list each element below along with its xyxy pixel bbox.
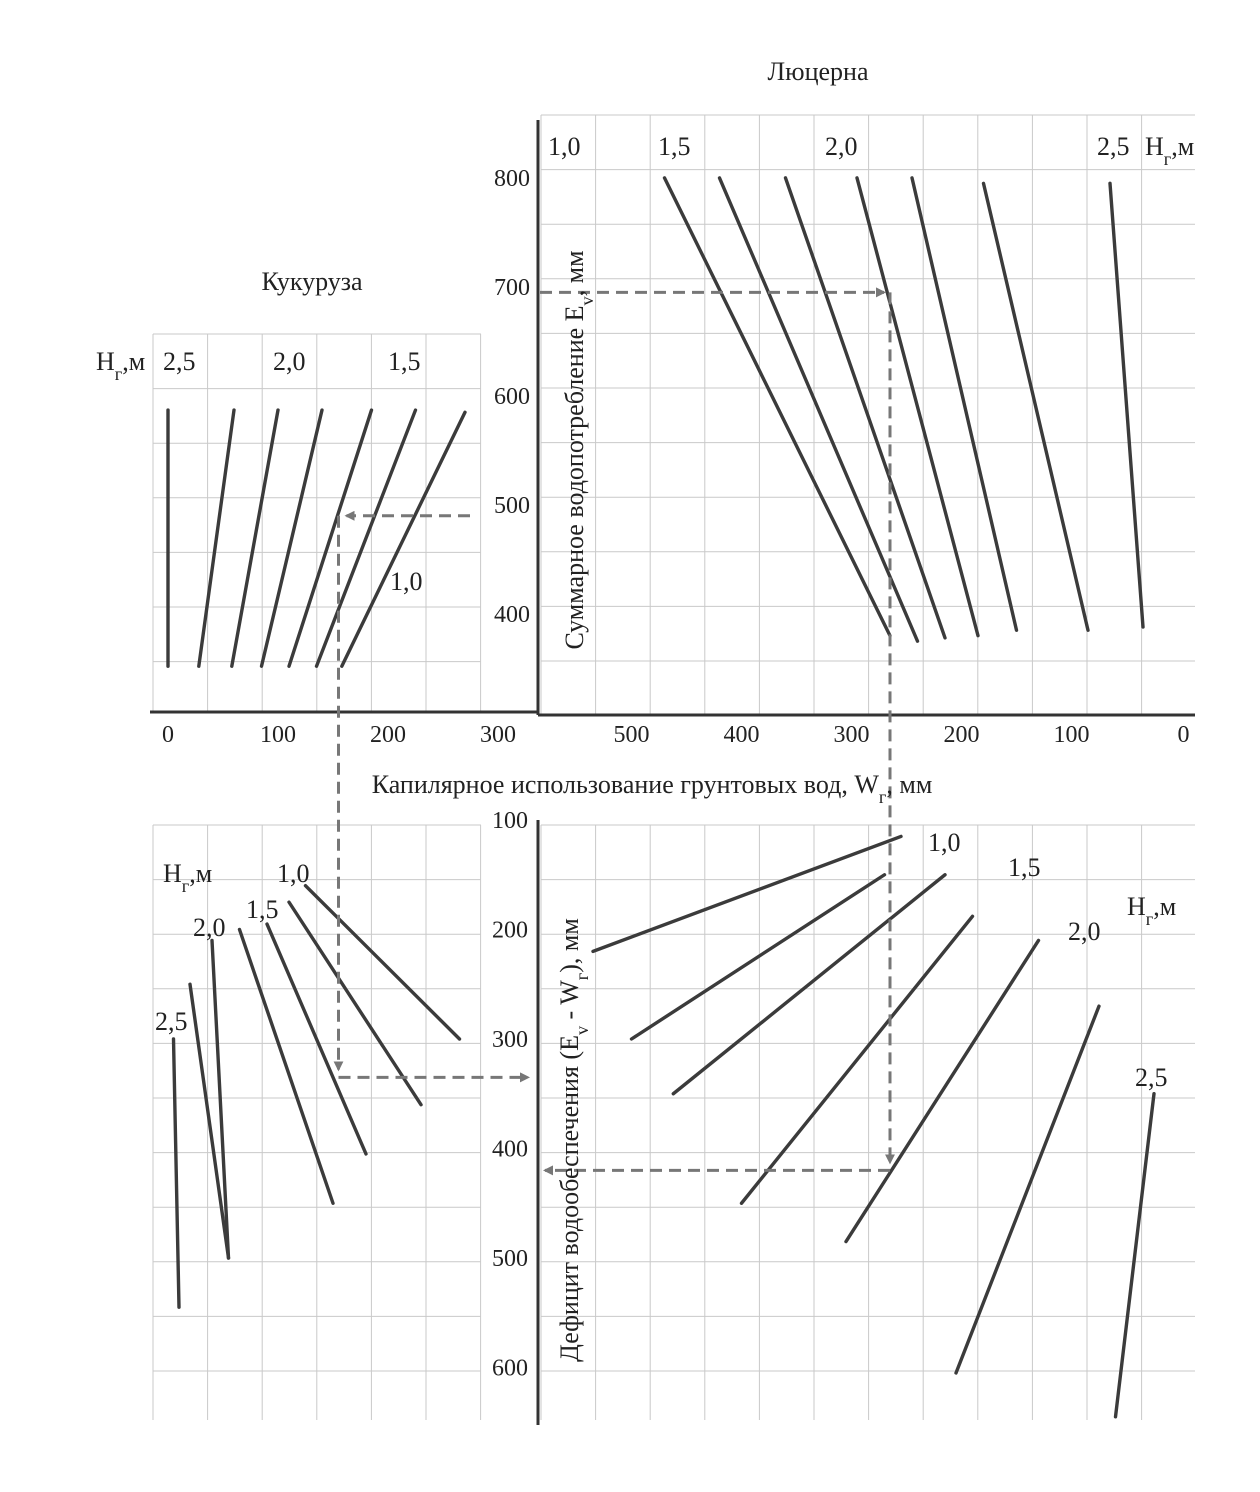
alfalfa-bottom-label-1-0: 1,0 <box>928 828 961 857</box>
wr-left-tick-label: 300 <box>480 722 516 748</box>
deficit-tick-label: 300 <box>492 1027 528 1053</box>
alfalfa-bottom-label-1-5: 1,5 <box>1008 853 1041 882</box>
alfalfa-ev-line-7 <box>1110 183 1143 627</box>
corn-top-label-2-5: 2,5 <box>163 347 196 376</box>
hr-header-corn-top: $H_г,м$ <box>96 347 146 384</box>
ev-tick-label: 700 <box>494 274 530 301</box>
alfalfa-deficit-line-5 <box>846 940 1039 1241</box>
wr-right-tick-label: 200 <box>943 722 980 748</box>
corn-bottom-label-2-0: 2,0 <box>193 913 226 942</box>
corn-bottom-label-1-0: 1,0 <box>277 859 310 888</box>
wr-right-tick-label: 400 <box>723 722 760 748</box>
alfalfa-top-label-2-5: 2,5 <box>1097 132 1130 161</box>
wr-left-tick-label: 0 <box>162 722 174 748</box>
alfalfa-ev-line-1 <box>665 178 891 636</box>
alfalfa-deficit-line-2 <box>632 875 885 1039</box>
corn-deficit-line-2 <box>289 902 421 1105</box>
corn-bottom-label-1-5: 1,5 <box>246 895 279 924</box>
hr-header-corn-bottom: $H_г,м$ <box>163 859 213 896</box>
grid-bottom-right <box>541 825 1195 1420</box>
alfalfa-top-label-1-5: 1,5 <box>658 132 691 161</box>
corn-bottom-label-2-5: 2,5 <box>155 1007 188 1036</box>
ev-tick-label: 800 <box>494 165 530 192</box>
deficit-axis-label: Дефицит водообеспечения $(E_v - W_г)$, мм <box>555 918 592 1362</box>
deficit-tick-label: 200 <box>492 917 528 944</box>
wr-left-tick-label: 100 <box>260 722 296 748</box>
corn-ev-line-2 <box>199 410 234 666</box>
deficit-tick-label: 600 <box>492 1355 528 1382</box>
deficit-tick-label: 100 <box>492 808 528 834</box>
ev-tick-label: 600 <box>494 383 530 410</box>
grid-top-left <box>153 334 481 712</box>
hr-header-alfalfa-top: $H_г,м$ <box>1145 132 1195 169</box>
alfalfa-deficit-line-7 <box>1116 1094 1155 1417</box>
alfalfa-bottom-label-2-0: 2,0 <box>1068 917 1101 946</box>
alfalfa-top-label-1-0: 1,0 <box>548 132 581 161</box>
wr-right-tick-label: 0 <box>1177 722 1190 748</box>
ev-axis-label: Суммарное водопотребление $E_v$, мм <box>560 250 597 650</box>
alfalfa-deficit-line-4 <box>742 916 973 1203</box>
ev-tick-label: 500 <box>494 492 530 519</box>
corn-top-label-1-0: 1,0 <box>390 567 423 596</box>
ev-tick-label: 400 <box>494 601 530 628</box>
corn-deficit-line-7 <box>174 1039 180 1307</box>
alfalfa-ev-line-6 <box>984 183 1089 630</box>
deficit-tick-label: 500 <box>492 1246 528 1272</box>
alfalfa-ev-line-2 <box>720 178 918 641</box>
wr-right-tick-label: 100 <box>1053 722 1090 748</box>
title-alfalfa: Люцерна <box>767 57 869 86</box>
wr-right-tick-label: 300 <box>833 722 870 748</box>
corn-top-label-2-0: 2,0 <box>273 347 306 376</box>
alfalfa-top-label-2-0: 2,0 <box>825 132 858 161</box>
wr-left-tick-label: 200 <box>370 722 406 748</box>
corn-top-label-1-5: 1,5 <box>388 347 421 376</box>
hr-header-alfalfa-bottom: $H_г,м$ <box>1127 892 1177 929</box>
wr-axis-label: Капилярное использование грунтовых вод, $W_г$, мм <box>371 770 933 807</box>
wr-right-tick-label: 500 <box>613 722 650 748</box>
deficit-tick-label: 400 <box>492 1136 528 1163</box>
alfalfa-ev-line-5 <box>912 178 1017 630</box>
title-corn: Кукуруза <box>261 267 363 296</box>
alfalfa-ev-line-4 <box>857 178 978 636</box>
alfalfa-ev-line-3 <box>786 178 946 638</box>
alfalfa-bottom-label-2-5: 2,5 <box>1135 1063 1168 1092</box>
